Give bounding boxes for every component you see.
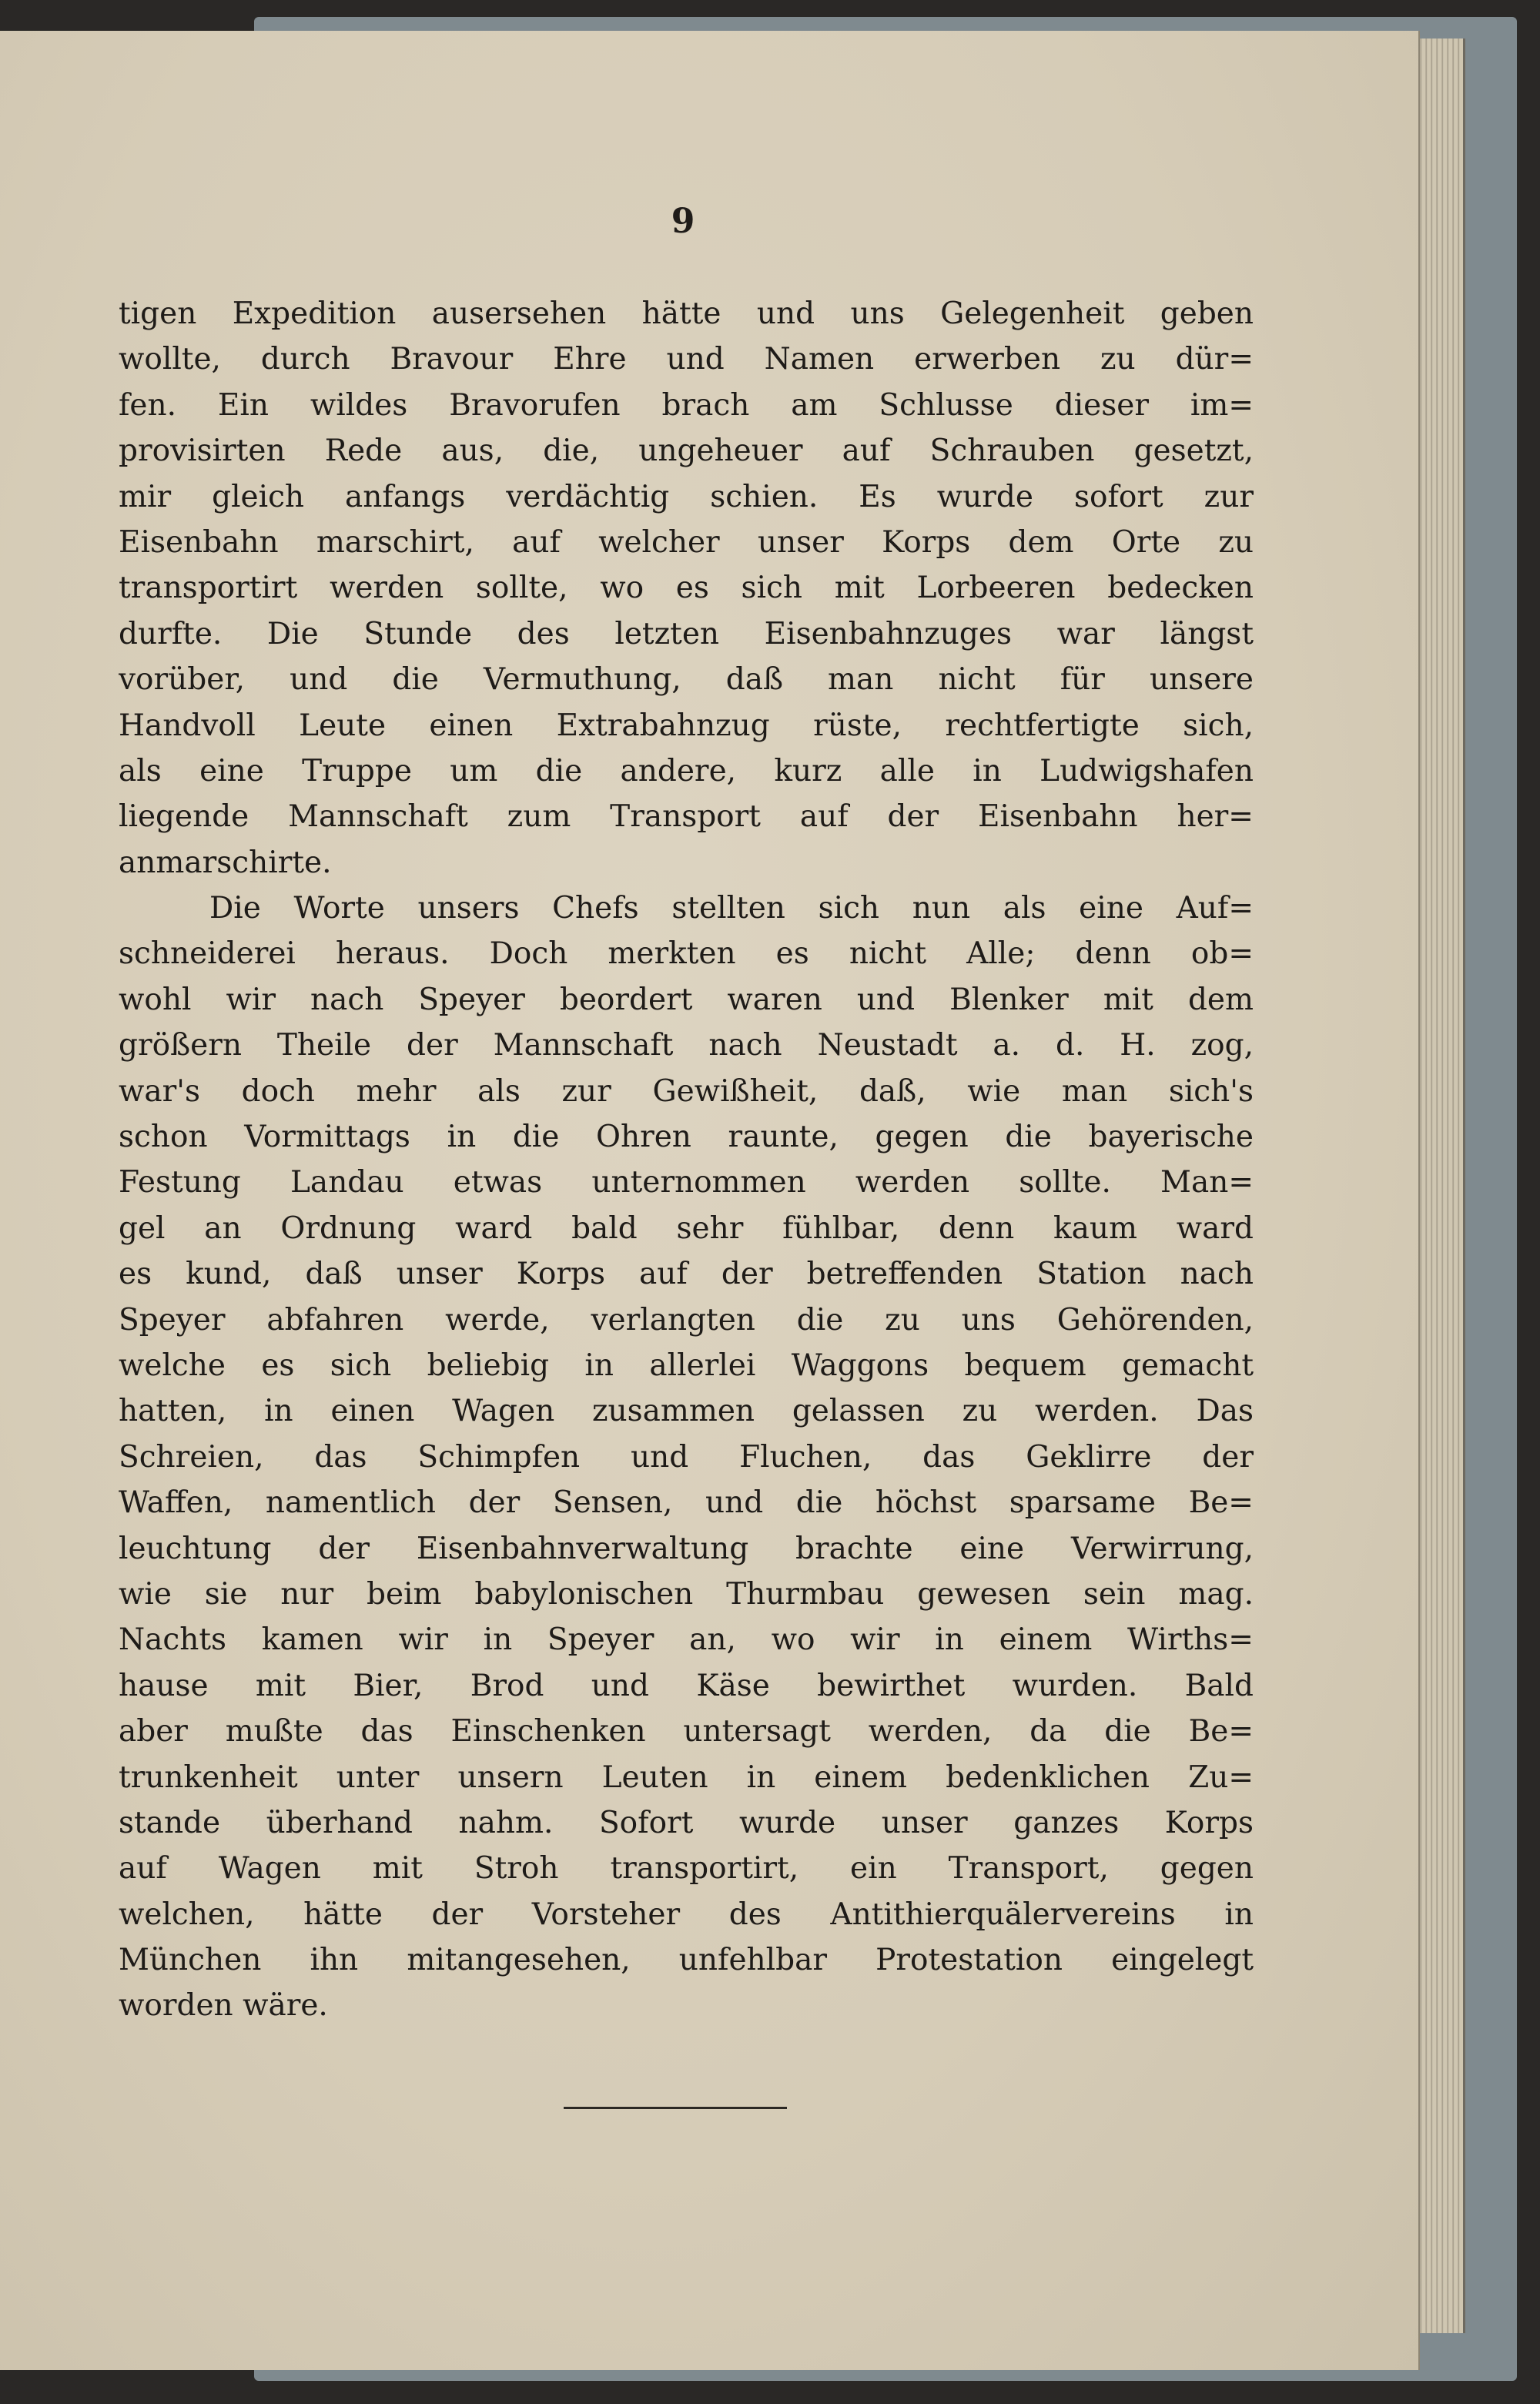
page-number: 9 <box>671 202 695 241</box>
text-line: Handvoll Leute einen Extrabahnzug rüste, rechtfertigte sich, <box>119 708 1254 743</box>
text-line: wie sie nur beim babylonischen Thurmbau gewesen sein mag. <box>119 1576 1254 1612</box>
text-line: hatten, in einen Wagen zusammen gelassen zu werden. Das <box>119 1394 1254 1429</box>
text-line: welchen, hätte der Vorsteher des Antithierquälervereins in <box>119 1897 1254 1932</box>
text-line: leuchtung der Eisenbahnverwaltung brachte eine Verwirrung, <box>119 1531 1254 1566</box>
text-line: vorüber, und die Vermuthung, daß man nicht für unsere <box>119 662 1254 698</box>
text-line: welche es sich beliebig in allerlei Waggons bequem gemacht <box>119 1348 1254 1383</box>
text-line: liegende Mannschaft zum Transport auf der Eisenbahn her= <box>119 799 1254 835</box>
text-line: Speyer abfahren werde, verlangten die zu uns Gehörenden, <box>119 1302 1254 1338</box>
text-line: wollte, durch Bravour Ehre und Namen erwerben zu dür= <box>119 342 1254 377</box>
book-page <box>0 31 1420 2370</box>
page-edges <box>1417 39 1465 2333</box>
text-line: mir gleich anfangs verdächtig schien. Es wurde sofort zur <box>119 479 1254 514</box>
text-line: durfte. Die Stunde des letzten Eisenbahnzuges war längst <box>119 616 1254 651</box>
text-line: Eisenbahn marschirt, auf welcher unser Korps dem Orte zu <box>119 524 1254 560</box>
text-line: provisirten Rede aus, die, ungeheuer auf Schrauben gesetzt, <box>119 434 1254 469</box>
text-line: gel an Ordnung ward bald sehr fühlbar, denn kaum ward <box>119 1210 1254 1246</box>
text-line: trunkenheit unter unsern Leuten in einem bedenklichen Zu= <box>119 1759 1254 1795</box>
text-line: Waffen, namentlich der Sensen, und die höchst sparsame Be= <box>119 1485 1254 1521</box>
text-line: wohl wir nach Speyer beordert waren und Blenker mit dem <box>119 982 1254 1017</box>
text-line: es kund, daß unser Korps auf der betreffenden Station nach <box>119 1257 1254 1292</box>
body-text <box>119 291 1254 2029</box>
paragraph-end-line: anmarschirte. <box>119 845 332 880</box>
text-line: München ihn mitangesehen, unfehlbar Protestation eingelegt <box>119 1943 1254 1978</box>
text-line: Festung Landau etwas unternommen werden sollte. Man= <box>119 1165 1254 1200</box>
text-line: transportirt werden sollte, wo es sich mit Lorbeeren bedecken <box>119 571 1254 606</box>
paragraph-end-line: worden wäre. <box>119 1988 328 2024</box>
text-line: als eine Truppe um die andere, kurz alle in Ludwigshafen <box>119 753 1254 788</box>
text-line: aber mußte das Einschenken untersagt werden, da die Be= <box>119 1714 1254 1749</box>
closing-rule <box>564 2107 787 2109</box>
text-line: Nachts kamen wir in Speyer an, wo wir in einem Wirths= <box>119 1622 1254 1658</box>
paragraph-start-line: Die Worte unsers Chefs stellten sich nun als eine Auf= <box>209 891 1254 926</box>
text-line: schneiderei heraus. Doch merkten es nicht Alle; denn ob= <box>119 936 1254 972</box>
text-line: fen. Ein wildes Bravorufen brach am Schlusse dieser im= <box>119 387 1254 423</box>
text-line: größern Theile der Mannschaft nach Neustadt a. d. H. zog, <box>119 1028 1254 1063</box>
text-line: war's doch mehr als zur Gewißheit, daß, wie man sich's <box>119 1073 1254 1109</box>
text-line: schon Vormittags in die Ohren raunte, gegen die bayerische <box>119 1120 1254 1155</box>
text-line: auf Wagen mit Stroh transportirt, ein Transport, gegen <box>119 1851 1254 1887</box>
text-line: stande überhand nahm. Sofort wurde unser ganzes Korps <box>119 1805 1254 1840</box>
text-line: Schreien, das Schimpfen und Fluchen, das Geklirre der <box>119 1439 1254 1475</box>
text-line: hause mit Bier, Brod und Käse bewirthet wurden. Bald <box>119 1668 1254 1703</box>
text-line: tigen Expedition ausersehen hätte und uns Gelegenheit geben <box>119 296 1254 331</box>
